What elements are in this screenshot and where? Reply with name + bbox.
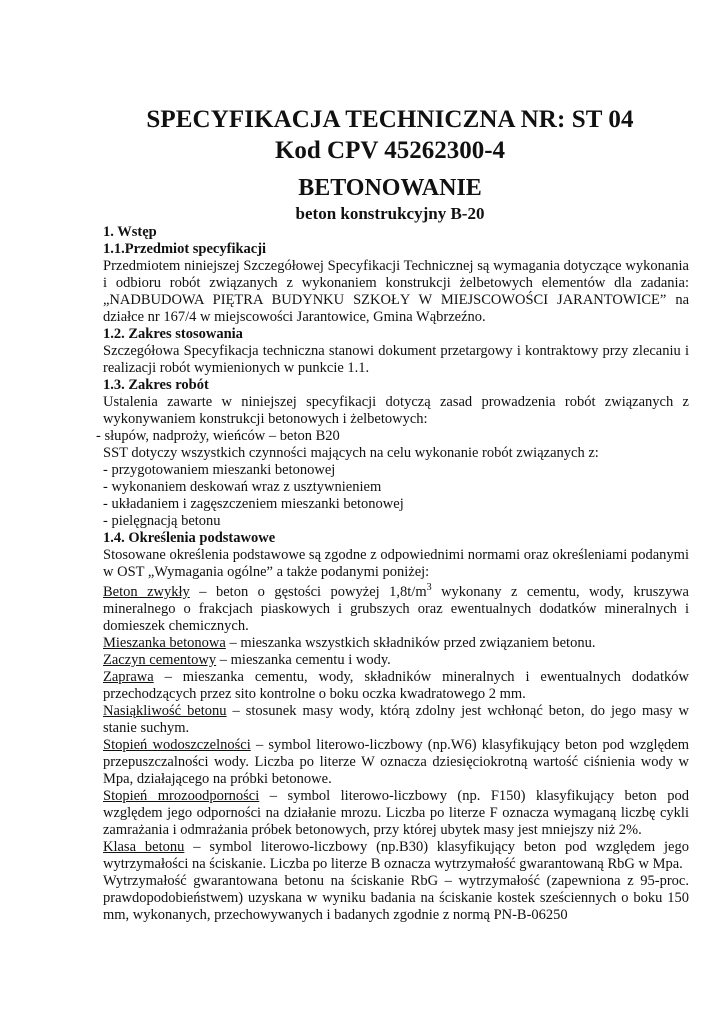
zaprawa-text: – mieszanka cementu, wody, składników mineralnych i ewentualnych dodatków przechodzących przez sito kontrolne o boku oczka kwadratowego 2 mm. — [103, 669, 689, 702]
definition-klasa-betonu — [103, 839, 689, 873]
superscript-3: 3 — [426, 582, 432, 594]
main-title: BETONOWANIE — [298, 175, 482, 201]
section-1-heading: 1. Wstęp — [103, 224, 157, 240]
beton-text-b: wykonany z cementu, wody, kruszywa mineralnego o frakcjach piaskowych i grubszych oraz ewentualnych dodatków mineralnych i domieszek chemicznych. — [103, 584, 689, 634]
list-item: - przygotowaniem mieszanki betonowej — [103, 462, 336, 478]
mrozoodpornosc-text: – symbol literowo-liczbowy (np. F150) klasyfikujący beton pod względem jego odporności na działanie mrozu. Liczba po literze F oznacza wymaganą liczbę cykli zamrażania i odmrażania próbek betonowych, przy której ubytek masy jest mniejszy niż 2%. — [103, 788, 689, 838]
works-list — [103, 462, 689, 530]
definition-zaprawa — [103, 669, 689, 703]
term-wodoszczelnosc: Stopień wodoszczelności — [103, 737, 251, 753]
list-item: - układaniem i zagęszczeniem mieszanki betonowej — [103, 496, 404, 512]
sst-scope-text: SST dotyczy wszystkich czynności mających na celu wykonanie robót związanych z: — [103, 445, 599, 461]
term-mieszanka: Mieszanka betonowa — [103, 635, 226, 651]
beton-text-a: – beton o gęstości powyżej 1,8t/m — [189, 584, 427, 600]
zaczyn-text: – mieszanka cementu i wody. — [216, 652, 391, 668]
nasiakliwosc-text: – stosunek masy wody, którą zdolny jest wchłonąć beton, do jego masy w stanie suchym. — [103, 703, 689, 736]
section-1-1-text: Przedmiotem niniejszej Szczegółowej Specyfikacji Technicznej są wymagania dotyczące wykonania i odbioru robót związanych z wykonaniem konstrukcji żelbetowych elementów dla zadania: „NADBUDOWA PIĘTRA BUDYNKU SZKOŁY W MIEJSCOWOŚCI JARANTOWICE” na działce nr 167/4 w miejscowości Jarantowice, Gmina Wąbrzeźno. — [103, 258, 689, 325]
section-1-3-heading: 1.3. Zakres robót — [103, 377, 209, 393]
term-nasiakliwosc: Nasiąkliwość betonu — [103, 703, 227, 719]
section-1-3-text: Ustalenia zawarte w niniejszej specyfikacji dotyczą zasad prowadzenia robót związanych z wykonywaniem konstrukcji betonowych i żelbetowych: — [103, 394, 689, 427]
subtitle: beton konstrukcyjny B-20 — [295, 204, 485, 223]
klasa-betonu-text: – symbol literowo-liczbowy (np.B30) klasyfikujący beton pod względem jego wytrzymałości na ściskanie. Liczba po literze B oznacza wytrzymałość gwarantowaną RbG w Mpa. — [103, 839, 689, 872]
term-zaczyn: Zaczyn cementowy — [103, 652, 217, 668]
spec-title: SPECYFIKACJA TECHNICZNA NR: ST 04 — [146, 106, 634, 133]
section-1-4-heading: 1.4. Określenia podstawowe — [103, 530, 276, 546]
section-1-2-text: Szczegółowa Specyfikacja techniczna stanowi dokument przetargowy i kontraktowy przy zlecaniu i realizacji robót wymienionych w punkcie 1.1. — [103, 343, 689, 376]
definition-mieszanka — [103, 635, 689, 652]
definition-beton-zwykly — [103, 584, 689, 635]
wodoszczelnosc-text: – symbol literowo-liczbowy (np.W6) klasyfikujący beton pod względem przepuszczalności wody. Liczba po literze W oznacza dziesięciokrotną wartość ciśnienia wody w Mpa, działającego na próbki betonowe. — [103, 737, 689, 787]
list-item-b20: - słupów, nadproży, wieńców – beton B20 — [96, 428, 340, 444]
section-1-1-heading: 1.1.Przedmiot specyfikacji — [103, 241, 267, 257]
term-klasa-betonu: Klasa betonu — [103, 839, 185, 855]
term-mrozoodpornosc: Stopień mrozoodporności — [103, 788, 260, 804]
definition-wodoszczelnosc — [103, 737, 689, 788]
term-beton-zwykly: Beton zwykły — [103, 584, 190, 600]
document-body — [96, 224, 689, 924]
section-1-4-intro: Stosowane określenia podstawowe są zgodne z odpowiednimi normami oraz określeniami podanymi w OST „Wymagania ogólne” a także podanymi poniżej: — [103, 547, 689, 580]
list-item: - pielęgnacją betonu — [103, 513, 221, 529]
section-1-2-heading: 1.2. Zakres stosowania — [103, 326, 243, 342]
cpv-code: Kod CPV 45262300-4 — [274, 137, 506, 164]
definition-wytrzymalosc: Wytrzymałość gwarantowana betonu na ściskanie RbG – wytrzymałość (zapewniona z 95-proc. prawdopodobieństwem) uzyskana w wyniku badania na ściskanie kostek sześciennych o boku 150 mm, wykonanych, przechowywanych i badanych zgodnie z normą PN-B-06250 — [103, 873, 689, 923]
definition-nasiakliwosc — [103, 703, 689, 737]
list-item: - wykonaniem deskowań wraz z usztywnieniem — [103, 479, 382, 495]
mieszanka-text: – mieszanka wszystkich składników przed związaniem betonu. — [225, 635, 596, 651]
definition-mrozoodpornosc — [103, 788, 689, 839]
definition-zaczyn — [103, 652, 689, 669]
term-zaprawa: Zaprawa — [103, 669, 154, 685]
